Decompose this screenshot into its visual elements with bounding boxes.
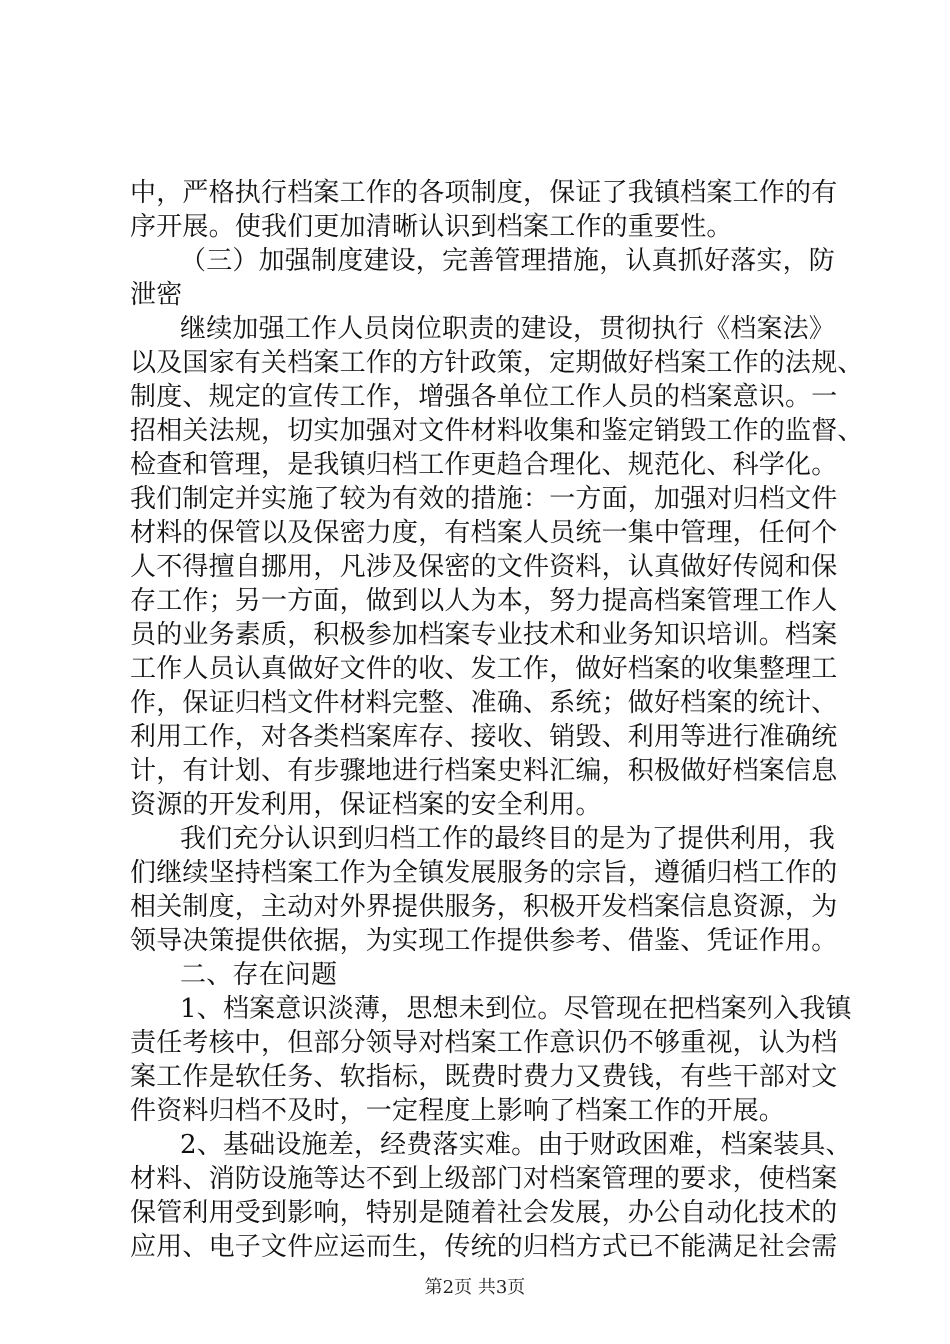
text-line: 以及国家有关档案工作的方针政策，定期做好档案工作的法规、 xyxy=(130,348,864,378)
text-line: 件资料归档不及时，一定程度上影响了档案工作的开展。 xyxy=(130,1096,786,1126)
text-line: 利用工作，对各类档案库存、接收、销毁、利用等进行准确统 xyxy=(130,722,838,752)
text-line: 们继续坚持档案工作为全镇发展服务的宗旨，遵循归档工作的 xyxy=(130,858,838,888)
text-line: 领导决策提供依据，为实现工作提供参考、借鉴、凭证作用。 xyxy=(130,926,838,956)
text-line: 保管利用受到影响，特别是随着社会发展，办公自动化技术的 xyxy=(130,1198,838,1228)
text-line: 制度、规定的宣传工作，增强各单位工作人员的档案意识。一 xyxy=(130,382,838,412)
text-line: 材料、消防设施等达不到上级部门对档案管理的要求，使档案 xyxy=(130,1164,838,1194)
text-line: 1、档案意识淡薄，思想未到位。尽管现在把档案列入我镇 xyxy=(180,994,852,1024)
text-line: 中，严格执行档案工作的各项制度，保证了我镇档案工作的有 xyxy=(130,178,838,208)
text-line: 员的业务素质，积极参加档案专业技术和业务知识培训。档案 xyxy=(130,620,838,650)
text-line: 应用、电子文件应运而生，传统的归档方式已不能满足社会需 xyxy=(130,1232,838,1262)
text-line: 检查和管理，是我镇归档工作更趋合理化、规范化、科学化。 xyxy=(130,450,838,480)
text-line: 案工作是软任务、软指标，既费时费力又费钱，有些干部对文 xyxy=(130,1062,838,1092)
section-heading: （三）加强制度建设，完善管理措施，认真抓好落实，防 xyxy=(180,246,836,276)
text-line: 资源的开发利用，保证档案的安全利用。 xyxy=(130,790,602,820)
section-heading: 二、存在问题 xyxy=(180,960,338,990)
text-line: 人不得擅自挪用，凡涉及保密的文件资料，认真做好传阅和保 xyxy=(130,552,838,582)
text-line: 作，保证归档文件材料完整、准确、系统；做好档案的统计、 xyxy=(130,688,838,718)
text-line: 序开展。使我们更加清晰认识到档案工作的重要性。 xyxy=(130,212,733,242)
text-line: 存工作；另一方面，做到以人为本，努力提高档案管理工作人 xyxy=(130,586,838,616)
text-line: 相关制度，主动对外界提供服务，积极开发档案信息资源，为 xyxy=(130,892,838,922)
page-footer: 第2页 共3页 xyxy=(424,1277,526,1298)
text-line: 我们充分认识到归档工作的最终目的是为了提供利用，我 xyxy=(180,824,836,854)
text-line: 责任考核中，但部分领导对档案工作意识仍不够重视，认为档 xyxy=(130,1028,838,1058)
section-heading: 泄密 xyxy=(130,280,183,310)
text-line: 材料的保管以及保密力度，有档案人员统一集中管理，任何个 xyxy=(130,518,838,548)
text-line: 继续加强工作人员岗位职责的建设，贯彻执行《档案法》 xyxy=(180,314,836,344)
text-line: 工作人员认真做好文件的收、发工作，做好档案的收集整理工 xyxy=(130,654,838,684)
text-line: 我们制定并实施了较为有效的措施：一方面，加强对归档文件 xyxy=(130,484,838,514)
text-line: 2、基础设施差，经费落实难。由于财政困难，档案装具、 xyxy=(180,1130,852,1160)
text-line: 招相关法规，切实加强对文件材料收集和鉴定销毁工作的监督、 xyxy=(130,416,864,446)
text-line: 计，有计划、有步骤地进行档案史料汇编，积极做好档案信息 xyxy=(130,756,838,786)
